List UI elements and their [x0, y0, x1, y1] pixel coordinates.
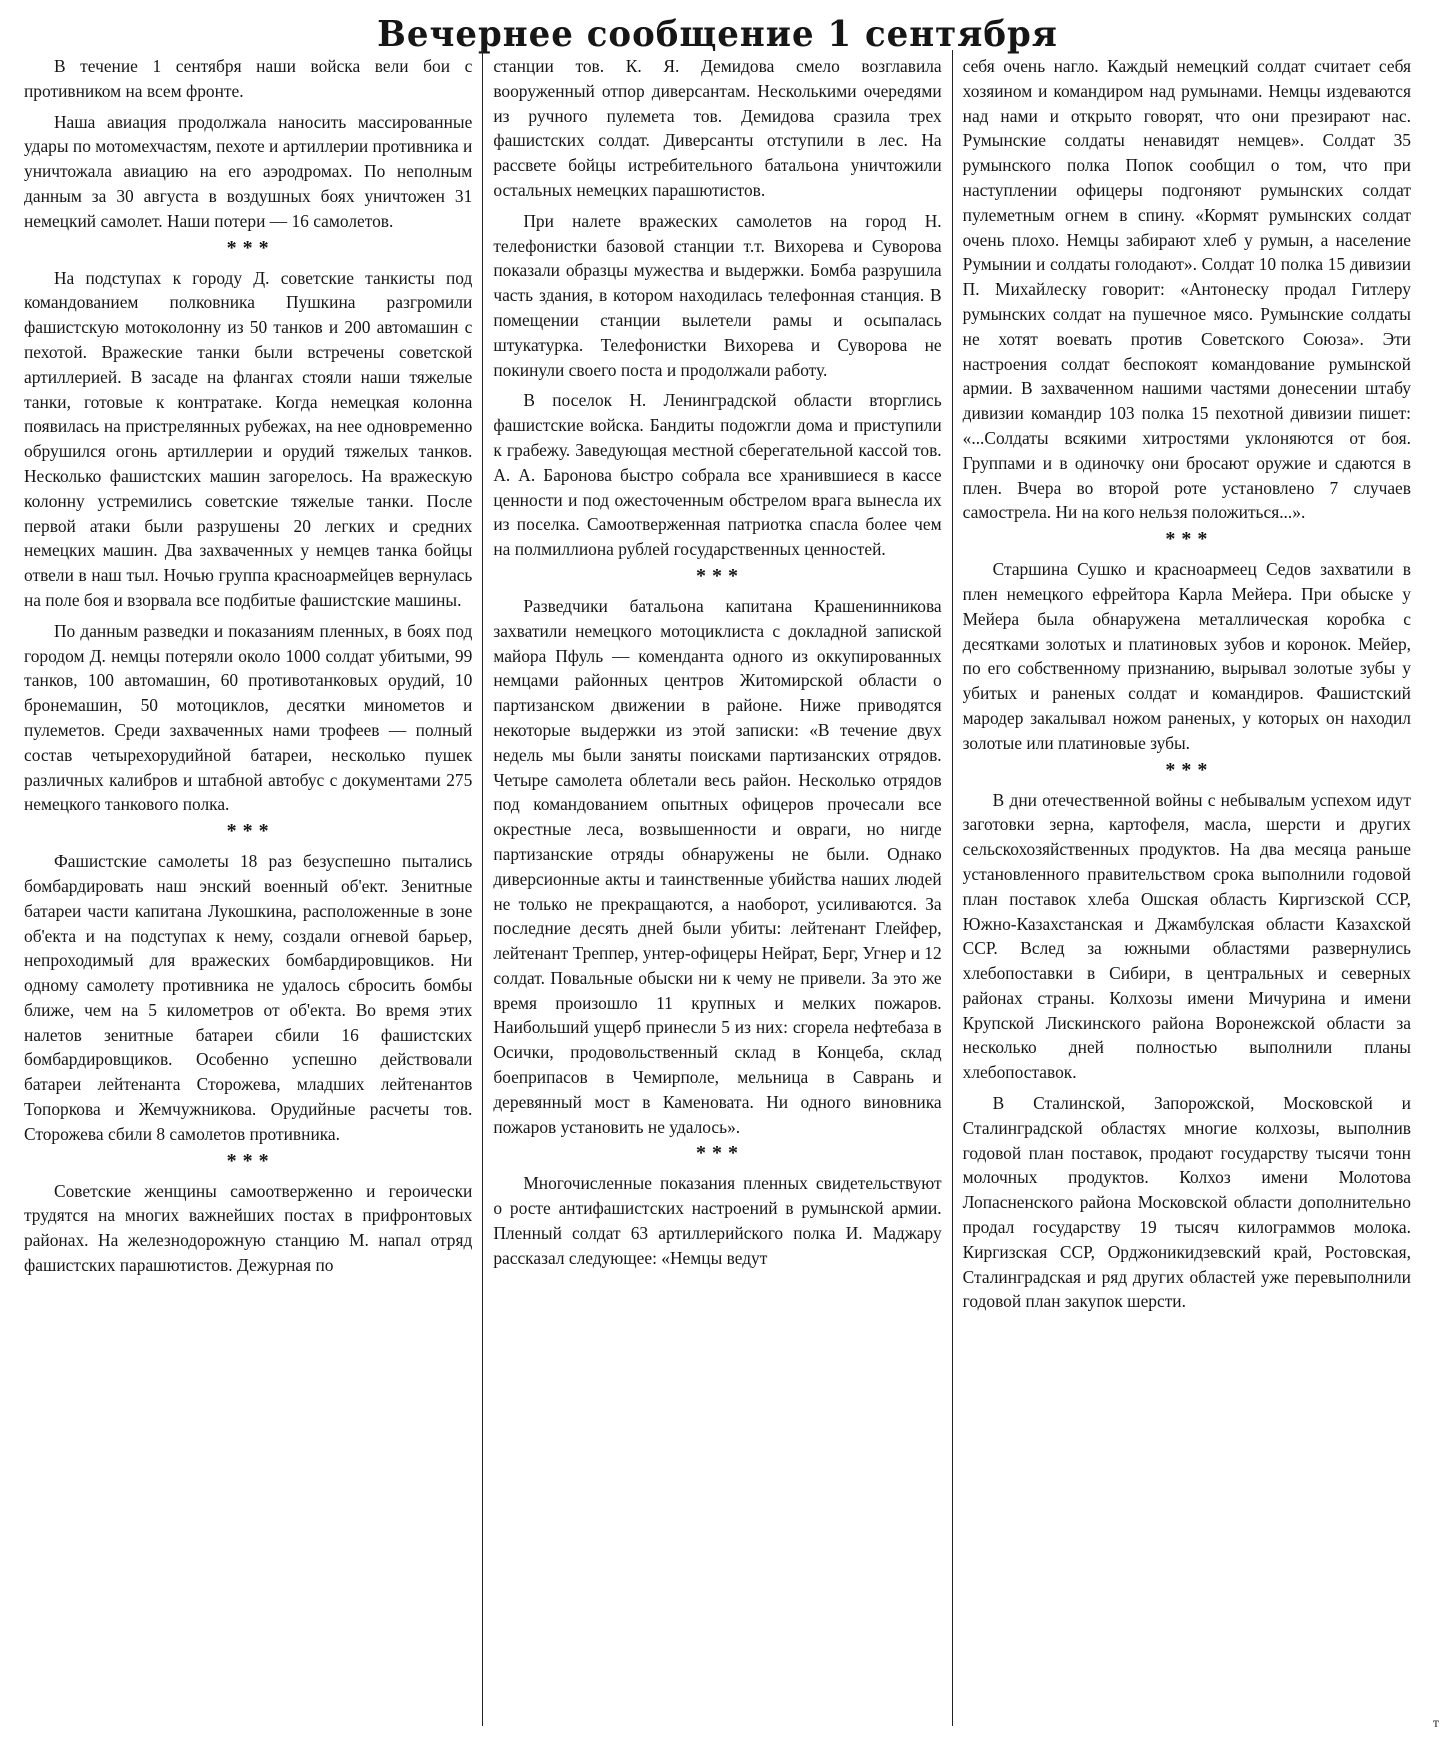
- paragraph-continued: себя очень нагло. Каждый немецкий солдат считает себя хозяином и командиром над румынами. Немцы издеваются над нами и открыто говорят, что они презирают нас. Румынские солдаты ненавидят немцев». Солдат 35 румынского полка Попок сообщил о том, что при наступлении офицеры подгоняют румынских солдат пулеметным огнем в спину. «Кормят румынских солдат очень плохо. Немцы забирают хлеб у румын, а население Румынии и солдаты голодают». Солдат 10 полка 15 дивизии П. Михайлеску говорит: «Антонеску продал Гитлеру румынских солдат на пушечное мясо. Румынские солдаты не хотят воевать против Советского Союза». Эти настроения солдат беспокоят командование румынской армии. В захваченном нашими частями донесении штабу дивизии командир 103 полка 15 пехотной дивизии пишет: «...Солдаты всякими хитростями уклоняются от боя. Группами и в одиночку они бросают оружие и сдаются в плен. Вчера во второй роте установлено 7 случаев самострела. Ни на кого нельзя положиться...».: [962, 56, 1411, 523]
- headline: Вечернее сообщение 1 сентября: [377, 13, 1058, 56]
- paragraph: Разведчики батальона капитана Крашенинникова захватили немецкого мотоциклиста с докладной запиской майора Пфуль — коменданта одного из оккупированных немцами районных центров Житомирской области о партизанском движении в районе. Ниже приводятся некоторые выдержки из этой записки: «В течение двух недель мы были заняты поисками партизанских отрядов. Четыре самолета облетали весь район. Несколько отрядов под командованием опытных офицеров прочесали все окрестные леса, возвышенности и овраги, но нигде партизанские отряды обнаружены не были. Однако диверсионные акты и таинственные убийства наших людей не только не прекращаются, а наоборот, усиливаются. За последние десять дней были убиты: лейтенант Глейфер, лейтенант Треппер, унтер-офицеры Нейрат, Берг, Угнер и 12 солдат. Повальные обыски ни к чему не привели. За это же время произошло 11 крупных и мелких пожаров. Наибольший ущерб принесли 5 из них: сгорела нефтебаза в Осички, продовольственный склад в Концеба, склад боеприпасов в Чемирполе, мельница в Саврань и деревянный мост в Каменовата. Ни одного виновника пожаров установить не удалось».: [493, 595, 942, 1137]
- paragraph: На подступах к городу Д. советские танкисты под командованием полковника Пушкина разгромили фашистскую мотоколонну из 50 танков и 200 автомашин с пехотой. Вражеские танки были встречены советской артиллерией. В засаде на флангах стояли наши тяжелые танки, готовые к контратаке. Когда немецкая колонна появилась на пристрелянных рубежах, на нее одновременно обрушился огонь артиллерии и орудий тяжелых танков. Несколько фашистских машин загорелось. На вражескую колонну устремились советские тяжелые танки. После первой атаки были разрушены 20 легких и средних немецких машин. Два захваченных у немцев танка бойцы отвели в наш тыл. Ночью группа красноармейцев вернулась на поле боя и взорвала все подбитые фашистские машины.: [24, 267, 473, 610]
- section-separator: * * *: [226, 1149, 270, 1172]
- article-columns: [14, 50, 1421, 1726]
- paragraph: По данным разведки и показаниям пленных, в боях под городом Д. немцы потеряли около 1000 солдат убитыми, 99 танков, 100 автомашин, 60 противотанковых орудий, 10 бронемашин, 50 мотоциклов, десятки минометов и пулеметов. Среди захваченных нами трофеев — полный состав четырехорудийной батареи, несколько пушек различных калибров и штабной автобус с документами 275 немецкого танкового полка.: [24, 620, 473, 815]
- section-separator: * * *: [1165, 758, 1209, 781]
- column-1: [14, 50, 482, 1726]
- page-edge-mark: т: [1432, 1716, 1439, 1731]
- column-3: [952, 50, 1421, 1726]
- paragraph: Советские женщины самоотверженно и героически трудятся на многих важнейших постах в прифронтовых районах. На железнодорожную станцию М. напал отряд фашистских парашютистов. Дежурная по: [24, 1180, 473, 1276]
- paragraph: В поселок Н. Ленинградской области вторглись фашистские войска. Бандиты подожгли дома и приступили к грабежу. Заведующая местной сберегательной кассой тов. А. А. Баронова быстро собрала все хранившиеся в кассе ценности и под ожесточенным обстрелом врага вынесла их из поселка. Самоотверженная патриотка спасла более чем на полмиллиона рублей государственных ценностей.: [493, 390, 942, 560]
- paragraph: Многочисленные показания пленных свидетельствуют о росте антифашистских настроений в румынской армии. Пленный солдат 63 артиллерийского полка И. Маджару рассказал следующее: «Немцы ведут: [493, 1173, 942, 1268]
- paragraph: В течение 1 сентября наши войска вели бои с противником на всем фронте.: [24, 56, 473, 101]
- section-separator: * * *: [1165, 528, 1209, 551]
- paragraph: В Сталинской, Запорожской, Московской и Сталинградской областях многие колхозы, выполнив годовой план поставок, продают государству тысячи тонн молочных продуктов. Колхоз имени Молотова Лопасненского района Московской области дополнительно продал государству 19 тысяч килограммов молока. Киргизская ССР, Орджоникидзевский край, Ростовская, Сталинградская и ряд других областей уже перевыполнили годовой план закупок шерсти.: [962, 1093, 1411, 1312]
- column-2: [482, 50, 951, 1726]
- section-separator: * * *: [226, 820, 270, 843]
- paragraph: Фашистские самолеты 18 раз безуспешно пытались бомбардировать наш энский военный об'ект. Зенитные батареи части капитана Лукошкина, расположенные в зоне об'екта и на подступах к нему, создали огневой барьер, непроходимый для вражеских бомбардировщиков. Ни одному самолету противника не удалось сбросить бомбы ближе, чем на 5 километров от об'екта. Во время этих налетов зенитные батареи сбили 16 фашистских бомбардировщиков. Особенно успешно действовали батареи лейтенанта Сторожева, младших лейтенантов Топоркова и Жемчужникова. Орудийные расчеты тов. Сторожева сбили 8 самолетов противника.: [24, 851, 473, 1144]
- paragraph: При налете вражеских самолетов на город Н. телефонистки базовой станции т.т. Вихорева и Суворова показали образцы мужества и выдержки. Бомба разрушила часть здания, в котором находилась телефонная станция. В помещении станции вылетели рамы и осыпалась штукатурка. Телефонистки Вихорева и Суворова не покинули своего поста и продолжали работу.: [493, 210, 942, 380]
- section-separator: * * *: [226, 236, 270, 259]
- paragraph: В дни отечественной войны с небывалым успехом идут заготовки зерна, картофеля, масла, шерсти и других сельскохозяйственных продуктов. На два месяца раньше установленного правительством срока выполнили годовой план поставок хлеба Ошская область Киргизской ССР, Южно-Казахстанская и Джамбулская области Казахской ССР. Вслед за южными областями развернулись хлебопоставки в Сибири, в центральных и северных районах страны. Колхозы имени Мичурина и имени Крупской Лискинского района Воронежской области за несколько дней полностью выполнили планы хлебопоставок.: [962, 789, 1411, 1083]
- section-separator: * * *: [695, 1142, 739, 1165]
- paragraph: Старшина Сушко и красноармеец Седов захватили в плен немецкого ефрейтора Карла Мейера. При обыске у Мейера была обнаружена металлическая коробка с десятками золотых и платиновых зубов и коронок. Мейер, по его собственному признанию, вырывал золотые зубы у убитых и раненых солдат и командиров. Фашистский мародер закалывал ножом раненых, у которых он находил золотые или платиновые зубы.: [962, 559, 1411, 753]
- section-separator: * * *: [695, 564, 739, 587]
- paragraph: Наша авиация продолжала наносить массированные удары по мотомехчастям, пехоте и артиллерии противника и уничтожала авиацию на его аэродромах. По неполным данным за 30 августа в воздушных боях уничтожен 31 немецкий самолет. Наши потери — 16 самолетов.: [24, 111, 473, 231]
- paragraph-continued: станции тов. К. Я. Демидова смело возглавила вооруженный отпор диверсантам. Несколькими очередями из ручного пулемета тов. Демидова сразила трех фашистских солдат. Диверсанты отступили в лес. На рассвете бойцы истребительного батальона уничтожили остальных немецких парашютистов.: [493, 56, 942, 200]
